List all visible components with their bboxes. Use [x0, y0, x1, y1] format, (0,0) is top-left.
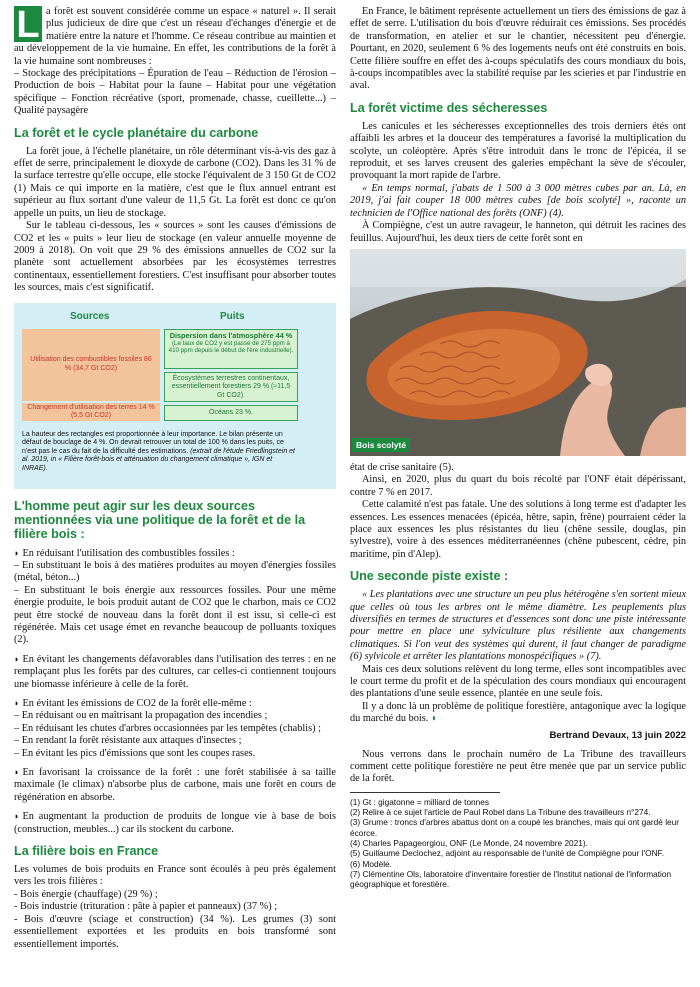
heading-policy: L'homme peut agir sur les deux sources mentionnées via une politique de la forêt et de la filière bois :	[14, 498, 306, 541]
intro-list: – Stockage des précipitations – Épuration de l'eau – Réduction de l'érosion – Production de bois – Habitat pour la faune – Habitat pour une végétation spécifique – Fonction récréative (sport, promenade, chasse, cueillette...) – Qualité paysagère	[14, 68, 336, 117]
bullet-land-use: ◗ En évitant les changements défavorables dans l'utilisation des terres : en ne remplaçant plus les forêts par des cultures, car celles-ci contiennent toujours une biomasse inférieure à celle de la forêt.	[14, 653, 336, 690]
bullet-fossil: ◗ En réduisant l'utilisation des combustibles fossiles :	[14, 547, 235, 559]
footnote: (3) Grume : troncs d'arbres abattus dont on a coupé les branches, mais qui ont gardé leur écorce.	[350, 817, 680, 838]
paragraph-next-issue: Nous verrons dans le prochain numéro de La Tribune des travailleurs comment cette politique forestière ne peut être menée que par un service public de la forêt.	[350, 748, 686, 785]
footnote: (4) Charles Papageorgiou, ONF (Le Monde, 24 novembre 2021).	[350, 838, 588, 849]
sinks-title: Puits	[220, 310, 245, 322]
intro-paragraph: a forêt est souvent considérée comme un espace « naturel ». Il serait plus judicieux de dire que c'est un réseau d'échanges d'énergie et de matière entre la nature et l'homme. Ce réseau contribue au maintien et au développement de la vie humaine. En effet, les contributions de la forêt à la vie humaine sont nombreuses :	[14, 6, 336, 67]
bullet-fossil-b: – En substituant le bois énergie aux ressources fossiles. Pour une même énergie produite, le bois produit autant de CO2 que le charbon, mais ce CO2 peut être stocké de nouveau dans la forêt dont il est issu, si celle-ci est régénérée. Mais cet usage émet en revanche beaucoup de polluants toxiques (2).	[14, 584, 336, 646]
heading-wood-industry: La filière bois en France	[14, 844, 159, 859]
paragraph-wood-a: - Bois énergie (chauffage) (29 %) ;	[14, 888, 158, 900]
right-column	[350, 6, 686, 890]
paragraph-wood-b: - Bois industrie (trituration : pâte à papier et panneaux) (37 %) ;	[14, 901, 278, 913]
photo-caption: Bois scolyté	[352, 438, 410, 452]
heading-second-track: Une seconde piste existe :	[350, 569, 509, 584]
footnote: (7) Clémentine Ols, laboratoire d'inventaire forestier de l'Institut national de l'information géographique et forestière.	[350, 868, 672, 890]
paragraph-building: En France, le bâtiment représente actuellement un tiers des émissions de gaz à effet de serre. L'utilisation du bois d'œuvre réduirait ces émissions. Ses procédés de transformation, en atelier et sur le chantier, nécessitent peu d'énergie. Pourtant, en 2020, seulement 6 % des logements neufs ont été construits en bois. Cette filière souffre en effet des à-coups spéculatifs des cours mondiaux du bois, à-coups incompatibles avec la stabilité requise par les scieries et par l'industrie en aval.	[350, 6, 686, 92]
paragraph-quote-plantations: « Les plantations avec une structure un peu plus hétérogène s'en sortent mieux que celles où tous les arbres ont le même diamètre. Les peuplements plus diversifiés en termes de structures et d'essences sont donc une piste intéressante pour mettre en place une sylviculture plus résiliente aux changements climatiques. Si l'on veut des systèmes qui durent, il faut changer de paradigme (6) sylvicole et arrêter les plantations monospécifiques » (7).	[350, 589, 687, 663]
bullet-forest-b: – En réduisant les chutes d'arbres occasionnées par les tempêtes (chablis) ;	[14, 722, 321, 734]
bullet-fossil-a: – En substituant le bois à des matières produites au moyen d'énergies fossiles (métal, béton...)	[14, 559, 336, 584]
paragraph-wood-1: Les volumes de bois produits en France sont écoulés à peu près également vers les trois filières :	[14, 864, 336, 888]
bullet-forest-d: – En évitant les pics d'émissions que sont les coupes rases.	[14, 747, 256, 759]
paragraph-wood-c: - Bois d'œuvre (sciage et construction) (34 %). Les grumes (3) sont essentiellement exportées et les produits en bois transformé sont essentiellement importés.	[14, 913, 336, 950]
paragraph-drought-quote: « En temps normal, j'abats de 1 500 à 3 000 mètres cubes par an. Là, en 2019, j'ai fait couper 18 000 mètres cubes [de bois scolyté] », raconte un technicien de l'Office national des forêts (ONF) (4).	[350, 182, 686, 219]
footnote: (2) Relire à ce sujet l'article de Paul Robel dans La Tribune des travailleurs n°274.	[350, 807, 651, 818]
footnote: (1) Gt : gigatonne = milliard de tonnes	[350, 796, 490, 807]
bark-beetle-photo	[350, 249, 686, 456]
left-column	[14, 6, 336, 951]
footnote: (5) Guillaume Declochez, adjoint au responsable de l'unité de Compiègne pour l'ONF.	[350, 848, 665, 859]
footnote: (6) Modèle.	[350, 858, 392, 869]
footnotes	[350, 797, 686, 890]
heading-drought: La forêt victime des sécheresses	[350, 100, 548, 115]
paragraph-long-term: Mais ces deux solutions relèvent du long terme, elles sont incompatibles avec le court terme du profit et de la spéculation des cours mondiaux qui encouragent des plantations d'une seule essence, plantée en une seule fois.	[350, 663, 686, 700]
signature: Bertrand Devaux, 13 juin 2022	[549, 729, 686, 741]
bullet-forest-emissions: ◗ En évitant les émissions de CO2 de la forêt elle-même :	[14, 698, 252, 709]
sink-terrestrial-ecosystems: Écosystèmes terrestres continentaux, essentiellement forestiers 29 % (≈11,5 Gt CO2).	[164, 372, 298, 402]
paragraph-crisis: état de crise sanitaire (5).	[350, 461, 454, 473]
source-fossil-fuels: Utilisation des combustibles fossiles 86 % (34,7 Gt CO2)	[22, 329, 160, 401]
source-land-use: Changement d'utilisation des terres 14 % (5,5 Gt CO2)	[22, 403, 160, 421]
paragraph-carbon-2: Sur le tableau ci-dessous, les « sources » sont les causes d'émissions de CO2 et les « puits » leur lieu de stockage (en valeur annuelle moyenne de 2009 à 2018). On voit que 29 % des émissions annuelles de CO2 sur la planète sont actuellement absorbées par les écosystèmes terrestres continentaux, essentiellement forestiers. C'est insuffisant pour absorber toutes les sources, mais c'est significatif.	[14, 220, 336, 294]
bullet-forest-c: – En rendant la forêt résistante aux attaques d'insectes ;	[14, 735, 242, 747]
drop-cap: L	[14, 6, 42, 42]
paragraph-onf: Ainsi, en 2020, plus du quart du bois récolté par l'ONF était dépérissant, contre 7 % en 2017.	[350, 474, 686, 498]
paragraph-carbon-1: La forêt joue, à l'échelle planétaire, un rôle déterminant vis-à-vis des gaz à effet de serre, principalement le dioxyde de carbone (CO2). Dans les 31 % de la surface terrestre qu'elle occupe, elle stocke l'équivalent de 3 150 Gt de CO2 (1) Mais ce qui importe en la matière, c'est que le flux annuel entrant est supérieur au flux sortant d'une valeur de 11,5 Gt. La forêt est donc ce qu'on appelle un puits, un lieu de stockage.	[14, 145, 336, 219]
bullet-growth: ◗ En favorisant la croissance de la forêt : une forêt stabilisée à sa taille maximale (le climax) n'absorbe plus de carbone, mais une forêt en cours de régénération en absorbe.	[14, 767, 336, 803]
diagram-note: La hauteur des rectangles est proportionnée à leur importance. Le bilan présente un défaut de bouclage de 4 %. On devrait retrouver un total de 100 % dans les puits, ce n'est pas le cas du fait de la difficulté des estimations. (extrait de l'étude Friedlingstein et al. 2019, in « Filière forêt-bois et atténuation du changement climatique », IGN et INRAE).	[22, 430, 295, 472]
bark-beetle-illustration	[350, 249, 686, 456]
paragraph-conclusion: Il y a donc là un problème de politique forestière, antagonique avec la logique du marché du bois. ◗	[350, 700, 686, 725]
bullet-long-life: ◗ En augmentant la production de produits de longue vie à base de bois (construction, meubles...) car ils stockent du carbone.	[14, 811, 336, 835]
sources-title: Sources	[70, 310, 110, 322]
sink-atmosphere: Dispersion dans l'atmosphère 44 % (Le taux de CO2 y est passé de 275 ppm à 410 ppm depuis le début de l'ère industrielle).	[164, 329, 298, 369]
paragraph-drought-1: Les canicules et les sécheresses exceptionnelles des trois derniers étés ont affaibli les arbres et la douceur des températures a favorisé la multiplication du scolyte, un coléoptère. Après s'être introduit dans le tronc de l'épicéa, il se reproduit, et ses larves creusent des galeries empêchant la sève de s'écouler, provoquant la mort rapide de l'arbre.	[350, 120, 686, 182]
paragraph-drought-2: À Compiègne, c'est un autre ravageur, le hanneton, qui détruit les racines des feuillus. Aujourd'hui, les deux tiers de cette forêt sont en	[350, 220, 686, 244]
bullet-forest-a: – En réduisant ou en maîtrisant la propagation des incendies ;	[14, 710, 268, 722]
footnote-rule	[350, 792, 500, 793]
heading-carbon-cycle: La forêt et le cycle planétaire du carbone	[14, 125, 259, 140]
carbon-diagram	[14, 303, 336, 489]
paragraph-solutions: Cette calamité n'est pas fatale. Une des solutions à long terme est d'adapter les essences. Les essences menacées (épicéa, hêtre, sapin, frêne) pourraient céder la place aux essences les plus résistantes du lieu (chêne sessile, douglas, pin sylvestre), voire à des essences méditerranéennes (chêne pubescent, cèdre, pin maritime, pin d'Alep).	[350, 499, 686, 560]
sink-oceans: Océans 23 %.	[164, 405, 298, 421]
